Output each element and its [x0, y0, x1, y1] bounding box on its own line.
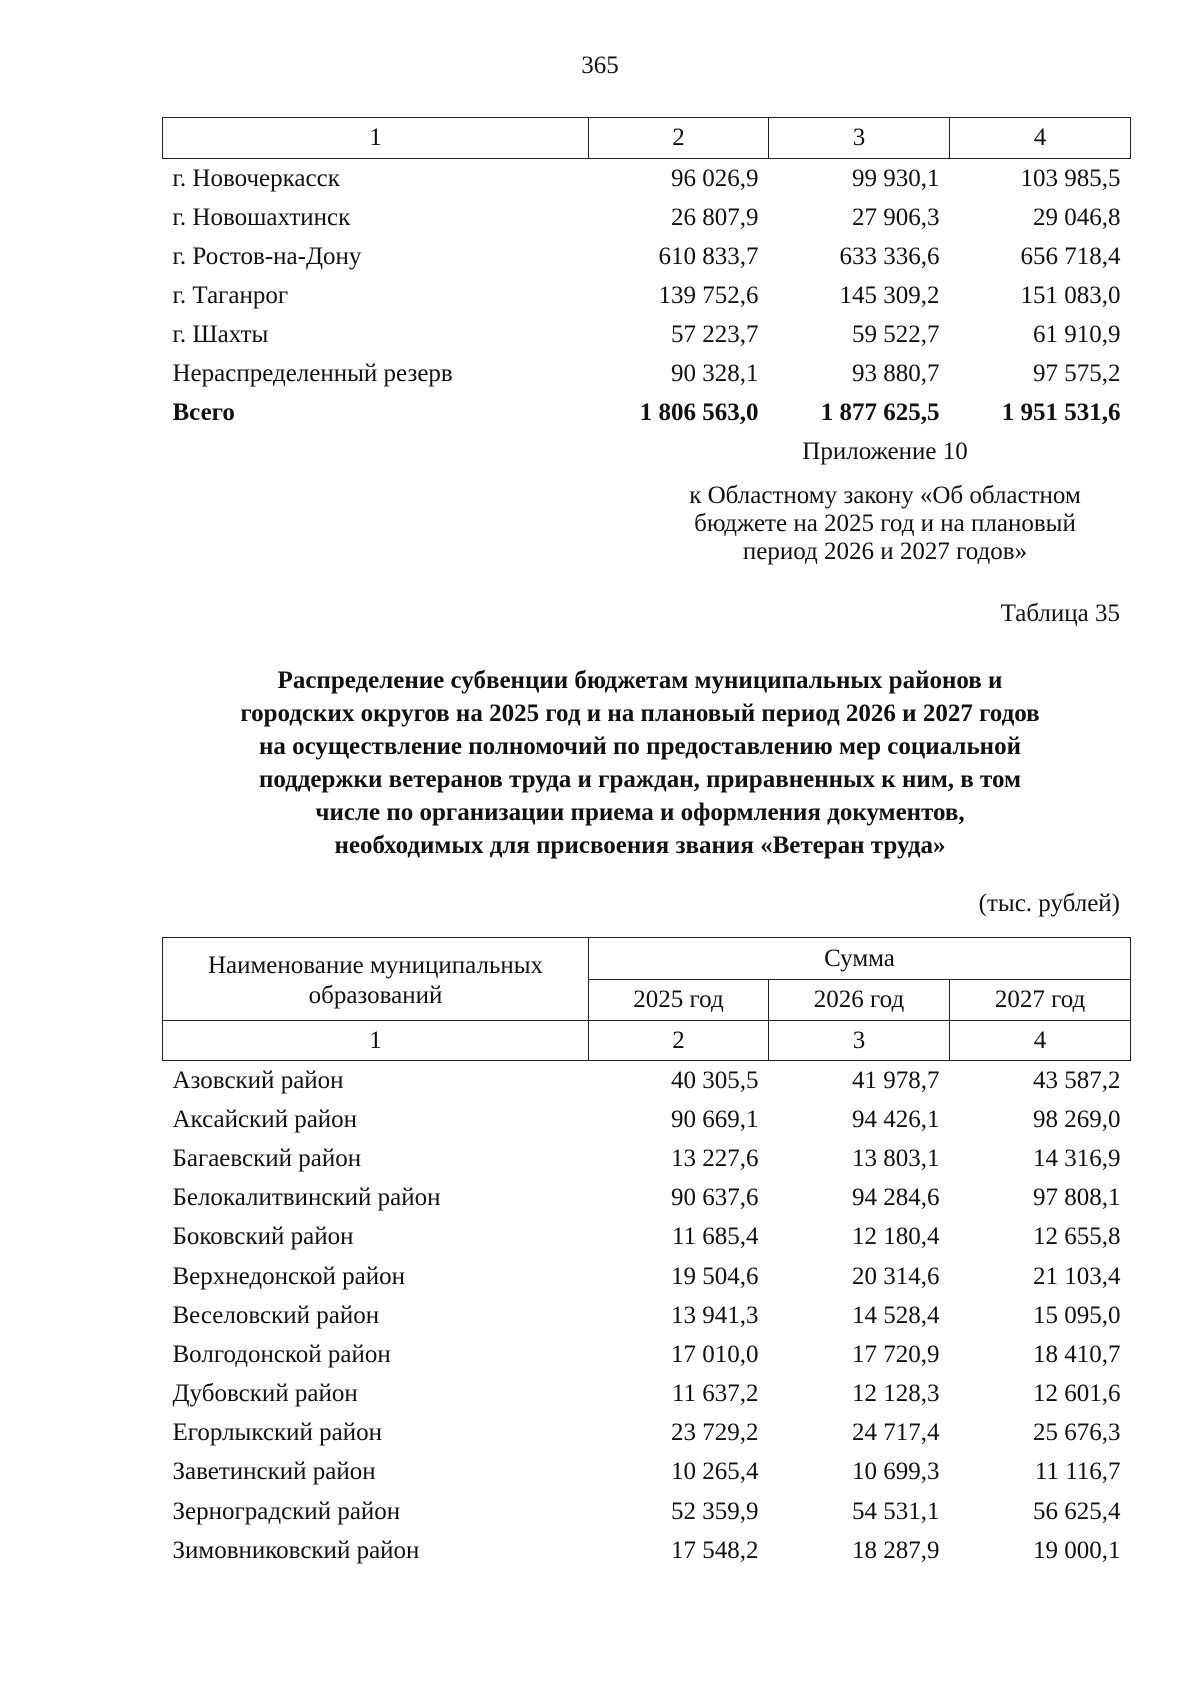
value-2025-cell: 13 941,3 — [671, 1301, 759, 1329]
header-municipality-name — [163, 938, 589, 1021]
value-2025-cell: 90 328,1 — [671, 359, 759, 387]
table-header-row — [163, 118, 1131, 159]
value-2026-cell: 94 426,1 — [852, 1105, 940, 1133]
value-2026-cell: 27 906,3 — [852, 203, 940, 231]
value-2025-cell: 13 227,6 — [671, 1144, 759, 1172]
appendix-line: к Областному закону «Об областном — [689, 482, 1081, 509]
title-line: поддержки ветеранов труда и граждан, приравненных к ним, в том — [258, 766, 1022, 793]
value-2025-cell: 90 637,6 — [671, 1184, 759, 1212]
value-2027-cell: 29 046,8 — [1033, 203, 1121, 231]
value-2026-cell: 10 699,3 — [852, 1458, 940, 1486]
value-2026-cell: 59 522,7 — [852, 320, 940, 348]
value-2027-cell: 97 808,1 — [1033, 1184, 1121, 1212]
value-2027-cell: 1 951 531,6 — [1001, 398, 1121, 426]
value-2025-cell: 96 026,9 — [671, 164, 759, 192]
municipality-name-cell: г. Новочеркасск — [172, 164, 340, 192]
municipality-name-cell: Веселовский район — [172, 1301, 380, 1329]
value-2027-cell: 12 601,6 — [1033, 1380, 1121, 1408]
table-row — [163, 1296, 1131, 1335]
value-2026-cell: 93 880,7 — [852, 359, 940, 387]
table-row — [163, 1218, 1131, 1257]
header-sum: Сумма — [589, 938, 1131, 980]
title-line: на осуществление полномочий по предоставлению мер социальной — [259, 733, 1021, 760]
value-2026-cell: 12 180,4 — [852, 1223, 940, 1251]
value-2025-cell: 17 010,0 — [671, 1340, 759, 1368]
table-continued — [162, 117, 1131, 432]
value-2026-cell: 54 531,1 — [852, 1497, 940, 1525]
table-row — [163, 1061, 1131, 1101]
value-2027-cell: 151 083,0 — [1020, 281, 1121, 309]
municipality-name-cell: Верхнедонской район — [172, 1262, 405, 1290]
table-column-number-row — [163, 1021, 1131, 1061]
municipality-name-cell: Зерноградский район — [172, 1497, 401, 1525]
municipality-name-cell: Багаевский район — [172, 1144, 362, 1172]
table-row — [163, 1257, 1131, 1296]
table-row — [163, 1414, 1131, 1453]
value-2025-cell: 40 305,5 — [671, 1066, 759, 1094]
value-2027-cell: 21 103,4 — [1033, 1262, 1121, 1290]
appendix-reference — [640, 482, 1130, 566]
value-2025-cell: 11 637,2 — [671, 1380, 759, 1408]
municipality-name-cell: Аксайский район — [172, 1105, 358, 1133]
table-title — [150, 664, 1130, 862]
table-row — [163, 276, 1131, 315]
value-2026-cell: 20 314,6 — [852, 1262, 940, 1290]
value-2025-cell: 57 223,7 — [671, 320, 759, 348]
table-row — [163, 1375, 1131, 1414]
table-row — [163, 1139, 1131, 1178]
municipality-name-cell: г. Ростов-на-Дону — [172, 242, 362, 270]
value-2027-cell: 56 625,4 — [1033, 1497, 1121, 1525]
value-2026-cell: 99 930,1 — [852, 164, 940, 192]
header-line: образований — [308, 982, 443, 1009]
value-2027-cell: 98 269,0 — [1033, 1105, 1121, 1133]
column-number-1: 1 — [163, 118, 589, 159]
title-line: числе по организации приема и оформления документов, — [315, 799, 965, 826]
value-2025-cell: 139 752,6 — [658, 281, 759, 309]
column-number-2: 2 — [589, 1021, 769, 1061]
table-body — [163, 1061, 1131, 1571]
value-2027-cell: 12 655,8 — [1033, 1223, 1121, 1251]
value-2025-cell: 10 265,4 — [671, 1458, 759, 1486]
table-row — [163, 1100, 1131, 1139]
table-row — [163, 159, 1131, 199]
value-2025-cell: 90 669,1 — [671, 1105, 759, 1133]
value-2027-cell: 14 316,9 — [1033, 1144, 1121, 1172]
municipality-name-cell: г. Таганрог — [172, 281, 289, 309]
table-body — [163, 159, 1131, 433]
value-2026-cell: 13 803,1 — [852, 1144, 940, 1172]
value-2026-cell: 17 720,9 — [852, 1340, 940, 1368]
municipality-name-cell: Егорлыкский район — [172, 1419, 382, 1447]
appendix-number: Приложение 10 — [802, 438, 968, 465]
value-2027-cell: 97 575,2 — [1033, 359, 1121, 387]
municipality-name-cell: Нераспределенный резерв — [172, 359, 453, 387]
municipality-name-cell: г. Новошахтинск — [172, 203, 351, 231]
value-2027-cell: 656 718,4 — [1020, 242, 1121, 270]
column-number-1: 1 — [163, 1021, 589, 1061]
table-label: Таблица 35 — [1000, 600, 1120, 627]
municipality-name-cell: Волгодонской район — [172, 1340, 391, 1368]
municipality-name-cell: Боковский район — [172, 1223, 354, 1251]
table-row — [163, 354, 1131, 393]
table-row — [163, 237, 1131, 276]
subvention-table — [162, 937, 1131, 1570]
value-2027-cell: 15 095,0 — [1033, 1301, 1121, 1329]
table-row — [163, 1492, 1131, 1531]
value-2027-cell: 11 116,7 — [1034, 1458, 1121, 1486]
page-number: 365 — [581, 52, 619, 79]
table-row — [163, 1179, 1131, 1218]
value-2026-cell: 41 978,7 — [852, 1066, 940, 1094]
value-2026-cell: 633 336,6 — [839, 242, 940, 270]
title-line: необходимых для присвоения звания «Ветеран труда» — [334, 832, 946, 859]
value-2025-cell: 26 807,9 — [671, 203, 759, 231]
column-number-4: 4 — [950, 118, 1131, 159]
units-label: (тыс. рублей) — [978, 890, 1120, 917]
value-2025-cell: 52 359,9 — [671, 1497, 759, 1525]
value-2026-cell: 18 287,9 — [852, 1536, 940, 1564]
header-year-2027: 2027 год — [950, 980, 1131, 1021]
value-2026-cell: 1 877 625,5 — [820, 398, 940, 426]
value-2025-cell: 17 548,2 — [671, 1536, 759, 1564]
municipality-name-cell: Заветинский район — [172, 1458, 376, 1486]
title-line: городских округов на 2025 год и на плановый период 2026 и 2027 годов — [240, 700, 1040, 727]
municipality-name-cell: Зимовниковский район — [172, 1536, 420, 1564]
appendix-line: период 2026 и 2027 годов» — [742, 538, 1028, 565]
value-2027-cell: 25 676,3 — [1033, 1419, 1121, 1447]
value-2026-cell: 14 528,4 — [852, 1301, 940, 1329]
value-2026-cell: 12 128,3 — [852, 1380, 940, 1408]
value-2027-cell: 103 985,5 — [1020, 164, 1121, 192]
value-2025-cell: 610 833,7 — [658, 242, 759, 270]
table-total-row — [163, 393, 1131, 432]
table-row — [163, 198, 1131, 237]
municipality-name-cell: г. Шахты — [172, 320, 269, 348]
value-2027-cell: 61 910,9 — [1033, 320, 1121, 348]
header-year-2026: 2026 год — [769, 980, 950, 1021]
appendix-line: бюджете на 2025 год и на плановый — [694, 510, 1076, 537]
value-2025-cell: 19 504,6 — [671, 1262, 759, 1290]
value-2026-cell: 94 284,6 — [852, 1184, 940, 1212]
column-number-4: 4 — [950, 1021, 1131, 1061]
table-row — [163, 1335, 1131, 1374]
municipality-name-cell: Дубовский район — [172, 1380, 358, 1408]
table-row — [163, 315, 1131, 354]
header-year-2025: 2025 год — [589, 980, 769, 1021]
title-line: Распределение субвенции бюджетам муниципальных районов и — [277, 667, 1003, 694]
value-2025-cell: 11 685,4 — [671, 1223, 759, 1251]
table-row — [163, 1453, 1131, 1492]
municipality-name-cell: Всего — [172, 398, 235, 426]
value-2027-cell: 43 587,2 — [1033, 1066, 1121, 1094]
header-line: Наименование муниципальных — [207, 952, 544, 979]
municipality-name-cell: Белокалитвинский район — [172, 1184, 441, 1212]
value-2026-cell: 145 309,2 — [839, 281, 940, 309]
column-number-2: 2 — [589, 118, 769, 159]
value-2026-cell: 24 717,4 — [852, 1419, 940, 1447]
table-row — [163, 1531, 1131, 1570]
value-2025-cell: 1 806 563,0 — [639, 398, 759, 426]
table-header-row — [163, 938, 1131, 980]
municipality-name-cell: Азовский район — [172, 1066, 344, 1094]
value-2025-cell: 23 729,2 — [671, 1419, 759, 1447]
value-2027-cell: 18 410,7 — [1033, 1340, 1121, 1368]
value-2027-cell: 19 000,1 — [1033, 1536, 1121, 1564]
column-number-3: 3 — [769, 1021, 950, 1061]
column-number-3: 3 — [769, 118, 950, 159]
